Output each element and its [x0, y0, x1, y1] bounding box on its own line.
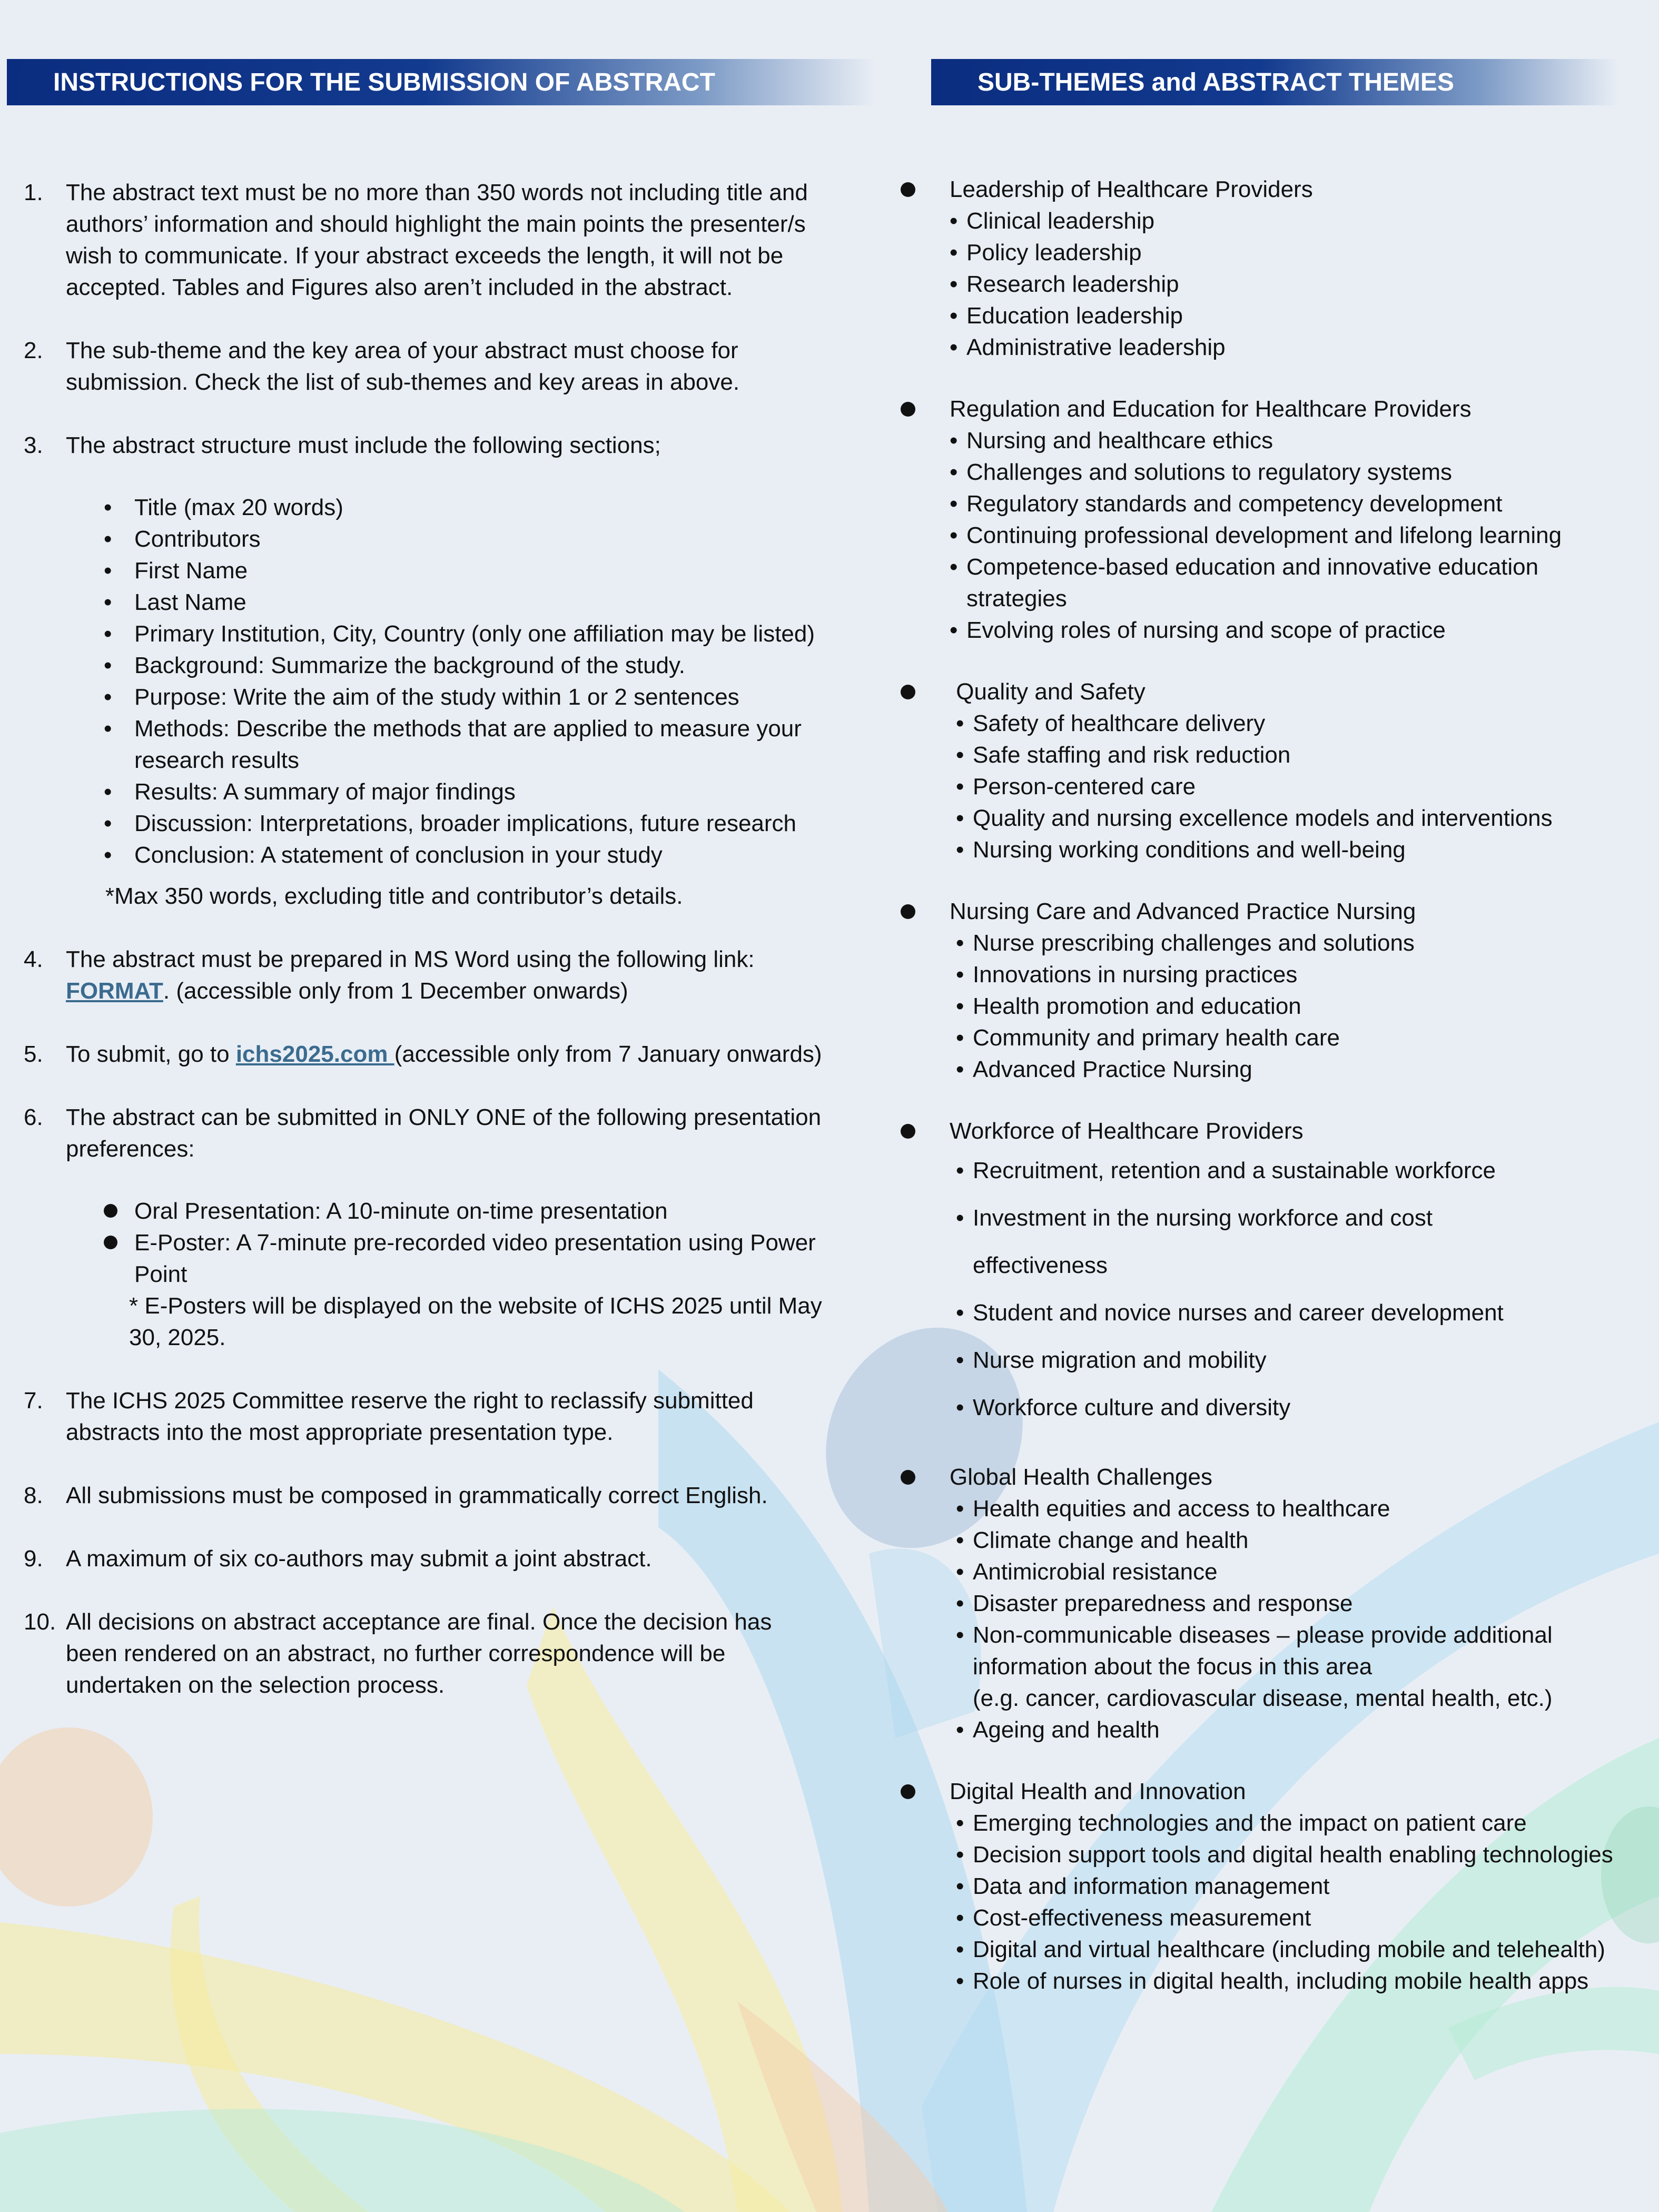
list-item: • Continuing professional development and lifelong learning — [950, 520, 1638, 551]
list-item: • Advanced Practice Nursing — [956, 1054, 1638, 1085]
format-link[interactable]: FORMAT — [66, 978, 163, 1004]
instruction-text: A maximum of six co-authors may submit a joint abstract. — [66, 1546, 652, 1572]
instruction-text: All submissions must be composed in grammatically correct English. — [66, 1483, 768, 1508]
theme-items — [901, 1493, 1638, 1746]
list-item: • Safe staffing and risk reduction — [956, 739, 1638, 771]
bullet-icon — [901, 402, 915, 417]
list-item: • Nurse prescribing challenges and solutions — [956, 927, 1638, 959]
list-item: • Climate change and health — [956, 1525, 1638, 1556]
list-item: • Methods: Describe the methods that are applied to measure your research results — [104, 716, 802, 773]
instruction-number: 1. — [24, 180, 43, 205]
instruction-text: The abstract must be prepared in MS Word using the following link: FORMAT. (accessible only from 1 December onwards) — [66, 946, 755, 1004]
list-item: • Primary Institution, City, Country (only one affiliation may be listed) — [104, 621, 815, 647]
instruction-text: The sub-theme and the key area of your abstract must choose for submission. Check the list of sub-themes and key areas in above. — [66, 338, 740, 395]
instruction-2 — [24, 335, 829, 398]
list-item: • Conclusion: A statement of conclusion in your study — [104, 842, 663, 868]
instruction-5 — [24, 1039, 829, 1070]
theme-items — [901, 708, 1638, 866]
instruction-text: All decisions on abstract acceptance are final. Once the decision has been rendered on an abstract, no further correspondence will be undertaken on the selection process. — [66, 1609, 772, 1698]
theme-workforce — [901, 1115, 1638, 1431]
instruction-number: 10. — [24, 1609, 56, 1635]
theme-items — [901, 927, 1638, 1085]
list-item: • Ageing and health — [956, 1714, 1638, 1746]
list-item: • Quality and nursing excellence models and interventions — [956, 803, 1638, 834]
list-item: • Evolving roles of nursing and scope of practice — [950, 615, 1638, 646]
list-item: • Community and primary health care — [956, 1022, 1638, 1054]
instruction-1 — [24, 177, 829, 303]
theme-title: Quality and Safety — [950, 679, 1146, 705]
bullet-icon — [901, 1784, 915, 1799]
theme-items — [901, 205, 1638, 363]
sub-themes-title: SUB-THEMES and ABSTRACT THEMES — [977, 68, 1454, 96]
sub-themes-banner — [931, 59, 1618, 105]
theme-title: Leadership of Healthcare Providers — [950, 176, 1313, 202]
instructions-column — [24, 177, 829, 1733]
list-item: • Digital and virtual healthcare (including mobile and telehealth) — [956, 1934, 1638, 1966]
list-item: • Nursing and healthcare ethics — [950, 425, 1638, 457]
list-item: • Role of nurses in digital health, including mobile health apps — [956, 1966, 1638, 1997]
list-item: • Education leadership — [950, 300, 1638, 332]
instructions-banner — [7, 59, 876, 105]
list-item: E-Poster: A 7-minute pre-recorded video presentation using Power Point — [134, 1227, 829, 1290]
instruction-9 — [24, 1543, 829, 1575]
theme-nursing-care — [901, 896, 1638, 1085]
list-item: • Clinical leadership — [950, 205, 1638, 237]
list-item: • Competence-based education and innovative education strategies — [950, 551, 1638, 615]
instruction-number: 8. — [24, 1483, 43, 1508]
instruction-number: 7. — [24, 1388, 43, 1414]
theme-items — [901, 425, 1638, 646]
instruction-number: 9. — [24, 1546, 43, 1572]
instruction-text: To submit, go to ichs2025.com (accessible only from 7 January onwards) — [66, 1041, 822, 1067]
list-item: • Health promotion and education — [956, 991, 1638, 1022]
list-item: • Disaster preparedness and response — [956, 1588, 1638, 1619]
list-item: • Student and novice nurses and career development — [956, 1289, 1638, 1337]
theme-global-health — [901, 1461, 1638, 1746]
examples-note: (e.g. cancer, cardiovascular disease, mental health, etc.) — [973, 1685, 1553, 1711]
eposter-note: * E-Posters will be displayed on the website of ICHS 2025 until May 30, 2025. — [129, 1293, 822, 1350]
instruction-text: The abstract can be submitted in ONLY ONE of the following presentation preferences: — [66, 1104, 822, 1162]
word-limit-note: *Max 350 words, excluding title and contributor’s details. — [105, 883, 683, 909]
submission-site-link[interactable]: ichs2025.com — [235, 1041, 394, 1067]
instruction-number: 2. — [24, 338, 43, 363]
list-item: • Nurse migration and mobility — [956, 1337, 1638, 1384]
instruction-text: The ICHS 2025 Committee reserve the right to reclassify submitted abstracts into the most appropriate presentation type. — [66, 1388, 754, 1445]
presentation-options-list — [66, 1196, 829, 1290]
instruction-text: The abstract text must be no more than 350 words not including title and authors’ information and should highlight the main points the presenter/s wish to communicate. If your abstract exceeds the length, it will not be accepted. Tables and Figures also aren’t included in the abstract. — [66, 180, 808, 300]
instruction-10 — [24, 1606, 829, 1701]
list-item: • Research leadership — [950, 269, 1638, 300]
instruction-4 — [24, 944, 829, 1007]
list-item: • Challenges and solutions to regulatory systems — [950, 457, 1638, 488]
list-item: • Safety of healthcare delivery — [956, 708, 1638, 739]
list-item: • Decision support tools and digital health enabling technologies — [956, 1839, 1638, 1871]
sub-themes-column — [901, 174, 1638, 2027]
theme-digital-health — [901, 1776, 1638, 1997]
list-item: • Background: Summarize the background of the study. — [104, 653, 685, 678]
list-item: • Results: A summary of major findings — [104, 779, 516, 805]
list-item: • Health equities and access to healthcare — [956, 1493, 1638, 1525]
instruction-number: 4. — [24, 946, 43, 972]
list-item: • Workforce culture and diversity — [956, 1384, 1638, 1431]
instruction-number: 6. — [24, 1104, 43, 1130]
bullet-icon — [901, 685, 915, 699]
instruction-6 — [24, 1102, 829, 1354]
list-item: • Data and information management — [956, 1871, 1638, 1902]
list-item: • Administrative leadership — [950, 332, 1638, 363]
abstract-sections-list — [66, 492, 829, 871]
list-item: • Emerging technologies and the impact on patient care — [956, 1808, 1638, 1839]
theme-regulation-education — [901, 393, 1638, 646]
theme-items — [901, 1147, 1638, 1431]
instruction-text: The abstract structure must include the following sections; — [66, 432, 661, 458]
theme-items — [901, 1808, 1638, 1997]
list-item: • Policy leadership — [950, 237, 1638, 269]
list-item: • Title (max 20 words) — [104, 495, 343, 520]
bullet-icon — [901, 182, 915, 197]
theme-title: Workforce of Healthcare Providers — [950, 1118, 1303, 1144]
bullet-icon — [901, 1470, 915, 1485]
bullet-icon — [901, 904, 915, 919]
list-item: • Non-communicable diseases – please provide additional information about the focus in this area (e.g. cancer, cardiovascular disease, mental health, etc.) — [956, 1619, 1638, 1714]
bullet-icon — [901, 1124, 915, 1139]
theme-title: Global Health Challenges — [950, 1464, 1212, 1490]
list-item: • Discussion: Interpretations, broader implications, future research — [104, 811, 797, 836]
list-item: • Nursing working conditions and well-being — [956, 834, 1638, 866]
list-item: • Contributors — [104, 526, 261, 552]
list-item: • First Name — [104, 558, 248, 584]
instruction-3 — [24, 430, 829, 912]
theme-leadership — [901, 174, 1638, 363]
list-item: • Innovations in nursing practices — [956, 959, 1638, 991]
theme-title: Regulation and Education for Healthcare Providers — [950, 396, 1472, 422]
theme-title: Nursing Care and Advanced Practice Nursing — [950, 898, 1416, 924]
instructions-title: INSTRUCTIONS FOR THE SUBMISSION OF ABSTRACT — [53, 68, 715, 96]
list-item: Oral Presentation: A 10-minute on-time presentation — [134, 1196, 829, 1227]
theme-title: Digital Health and Innovation — [950, 1779, 1246, 1804]
instruction-8 — [24, 1480, 829, 1512]
theme-quality-safety — [901, 676, 1638, 866]
list-item: • Cost-effectiveness measurement — [956, 1902, 1638, 1934]
list-item: • Purpose: Write the aim of the study within 1 or 2 sentences — [104, 684, 739, 710]
list-item: • Person-centered care — [956, 771, 1638, 803]
list-item: • Antimicrobial resistance — [956, 1556, 1638, 1588]
instruction-number: 3. — [24, 432, 43, 458]
instruction-number: 5. — [24, 1041, 43, 1067]
instruction-7 — [24, 1385, 829, 1448]
list-item: • Regulatory standards and competency development — [950, 488, 1638, 520]
list-item: • Last Name — [104, 589, 246, 615]
list-item: • Investment in the nursing workforce and cost effectiveness — [956, 1194, 1499, 1289]
list-item: • Recruitment, retention and a sustainable workforce — [956, 1147, 1638, 1194]
